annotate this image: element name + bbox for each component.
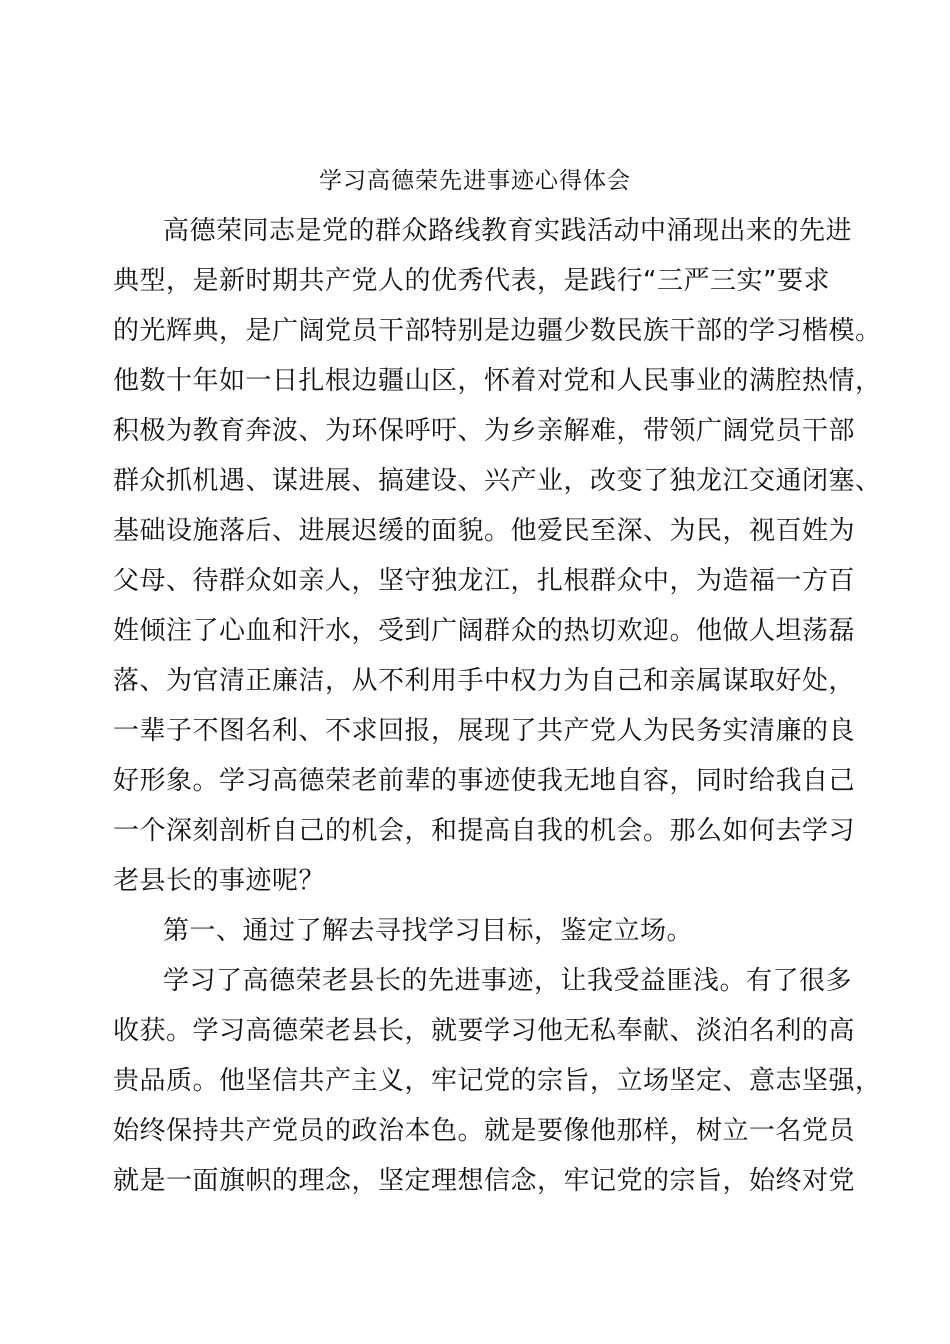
- paragraph-line: 父母、待群众如亲人，坚守独龙江，扎根群众中，为造福一方百: [113, 566, 856, 596]
- paragraph-line: 始终保持共产党员的政治本色。就是要像他那样，树立一名党员: [113, 1116, 856, 1146]
- paragraph-line: 老县长的事迹呢？: [113, 866, 326, 896]
- section-heading: 第一、通过了解去寻找学习目标，鉴定立场。: [163, 916, 694, 946]
- paragraph-line: 姓倾注了心血和汗水，受到广阔群众的热切欢迎。他做人坦荡磊: [113, 616, 856, 646]
- paragraph-line: 一辈子不图名利、不求回报，展现了共产党人为民务实清廉的良: [113, 716, 856, 746]
- document-title: 学习高德荣先进事迹心得体会: [319, 168, 631, 194]
- paragraph-line: 收获。学习高德荣老县长，就要学习他无私奉献、淡泊名利的高: [113, 1016, 856, 1046]
- paragraph-line: 群众抓机遇、谋进展、搞建设、兴产业，改变了独龙江交通闭塞、: [113, 466, 882, 496]
- paragraph-line: 基础设施落后、进展迟缓的面貌。他爱民至深、为民，视百姓为: [113, 516, 856, 546]
- paragraph-line: 积极为教育奔波、为环保呼吁、为乡亲解难，带领广阔党员干部: [113, 416, 856, 446]
- paragraph-line: 学习了高德荣老县长的先进事迹，让我受益匪浅。有了很多: [163, 966, 853, 996]
- paragraph-line: 好形象。学习高德荣老前辈的事迹使我无地自容，同时给我自己: [113, 766, 856, 796]
- paragraph-line: 他数十年如一日扎根边疆山区，怀着对党和人民事业的满腔热情，: [113, 366, 882, 396]
- paragraph-line: 贵品质。他坚信共产主义，牢记党的宗旨，立场坚定、意志坚强，: [113, 1066, 882, 1096]
- paragraph-line: 就是一面旗帜的理念，坚定理想信念，牢记党的宗旨，始终对党: [113, 1166, 856, 1196]
- paragraph-line: 典型，是新时期共产党人的优秀代表，是践行“三严三实”要求: [113, 266, 830, 296]
- paragraph-line: 高德荣同志是党的群众路线教育实践活动中涌现出来的先进: [163, 216, 853, 246]
- paragraph-line: 一个深刻剖析自己的机会，和提高自我的机会。那么如何去学习: [113, 816, 856, 846]
- paragraph-line: 落、为官清正廉洁，从不利用手中权力为自己和亲属谋取好处，: [113, 666, 856, 696]
- paragraph-line: 的光辉典，是广阔党员干部特别是边疆少数民族干部的学习楷模。: [113, 316, 882, 346]
